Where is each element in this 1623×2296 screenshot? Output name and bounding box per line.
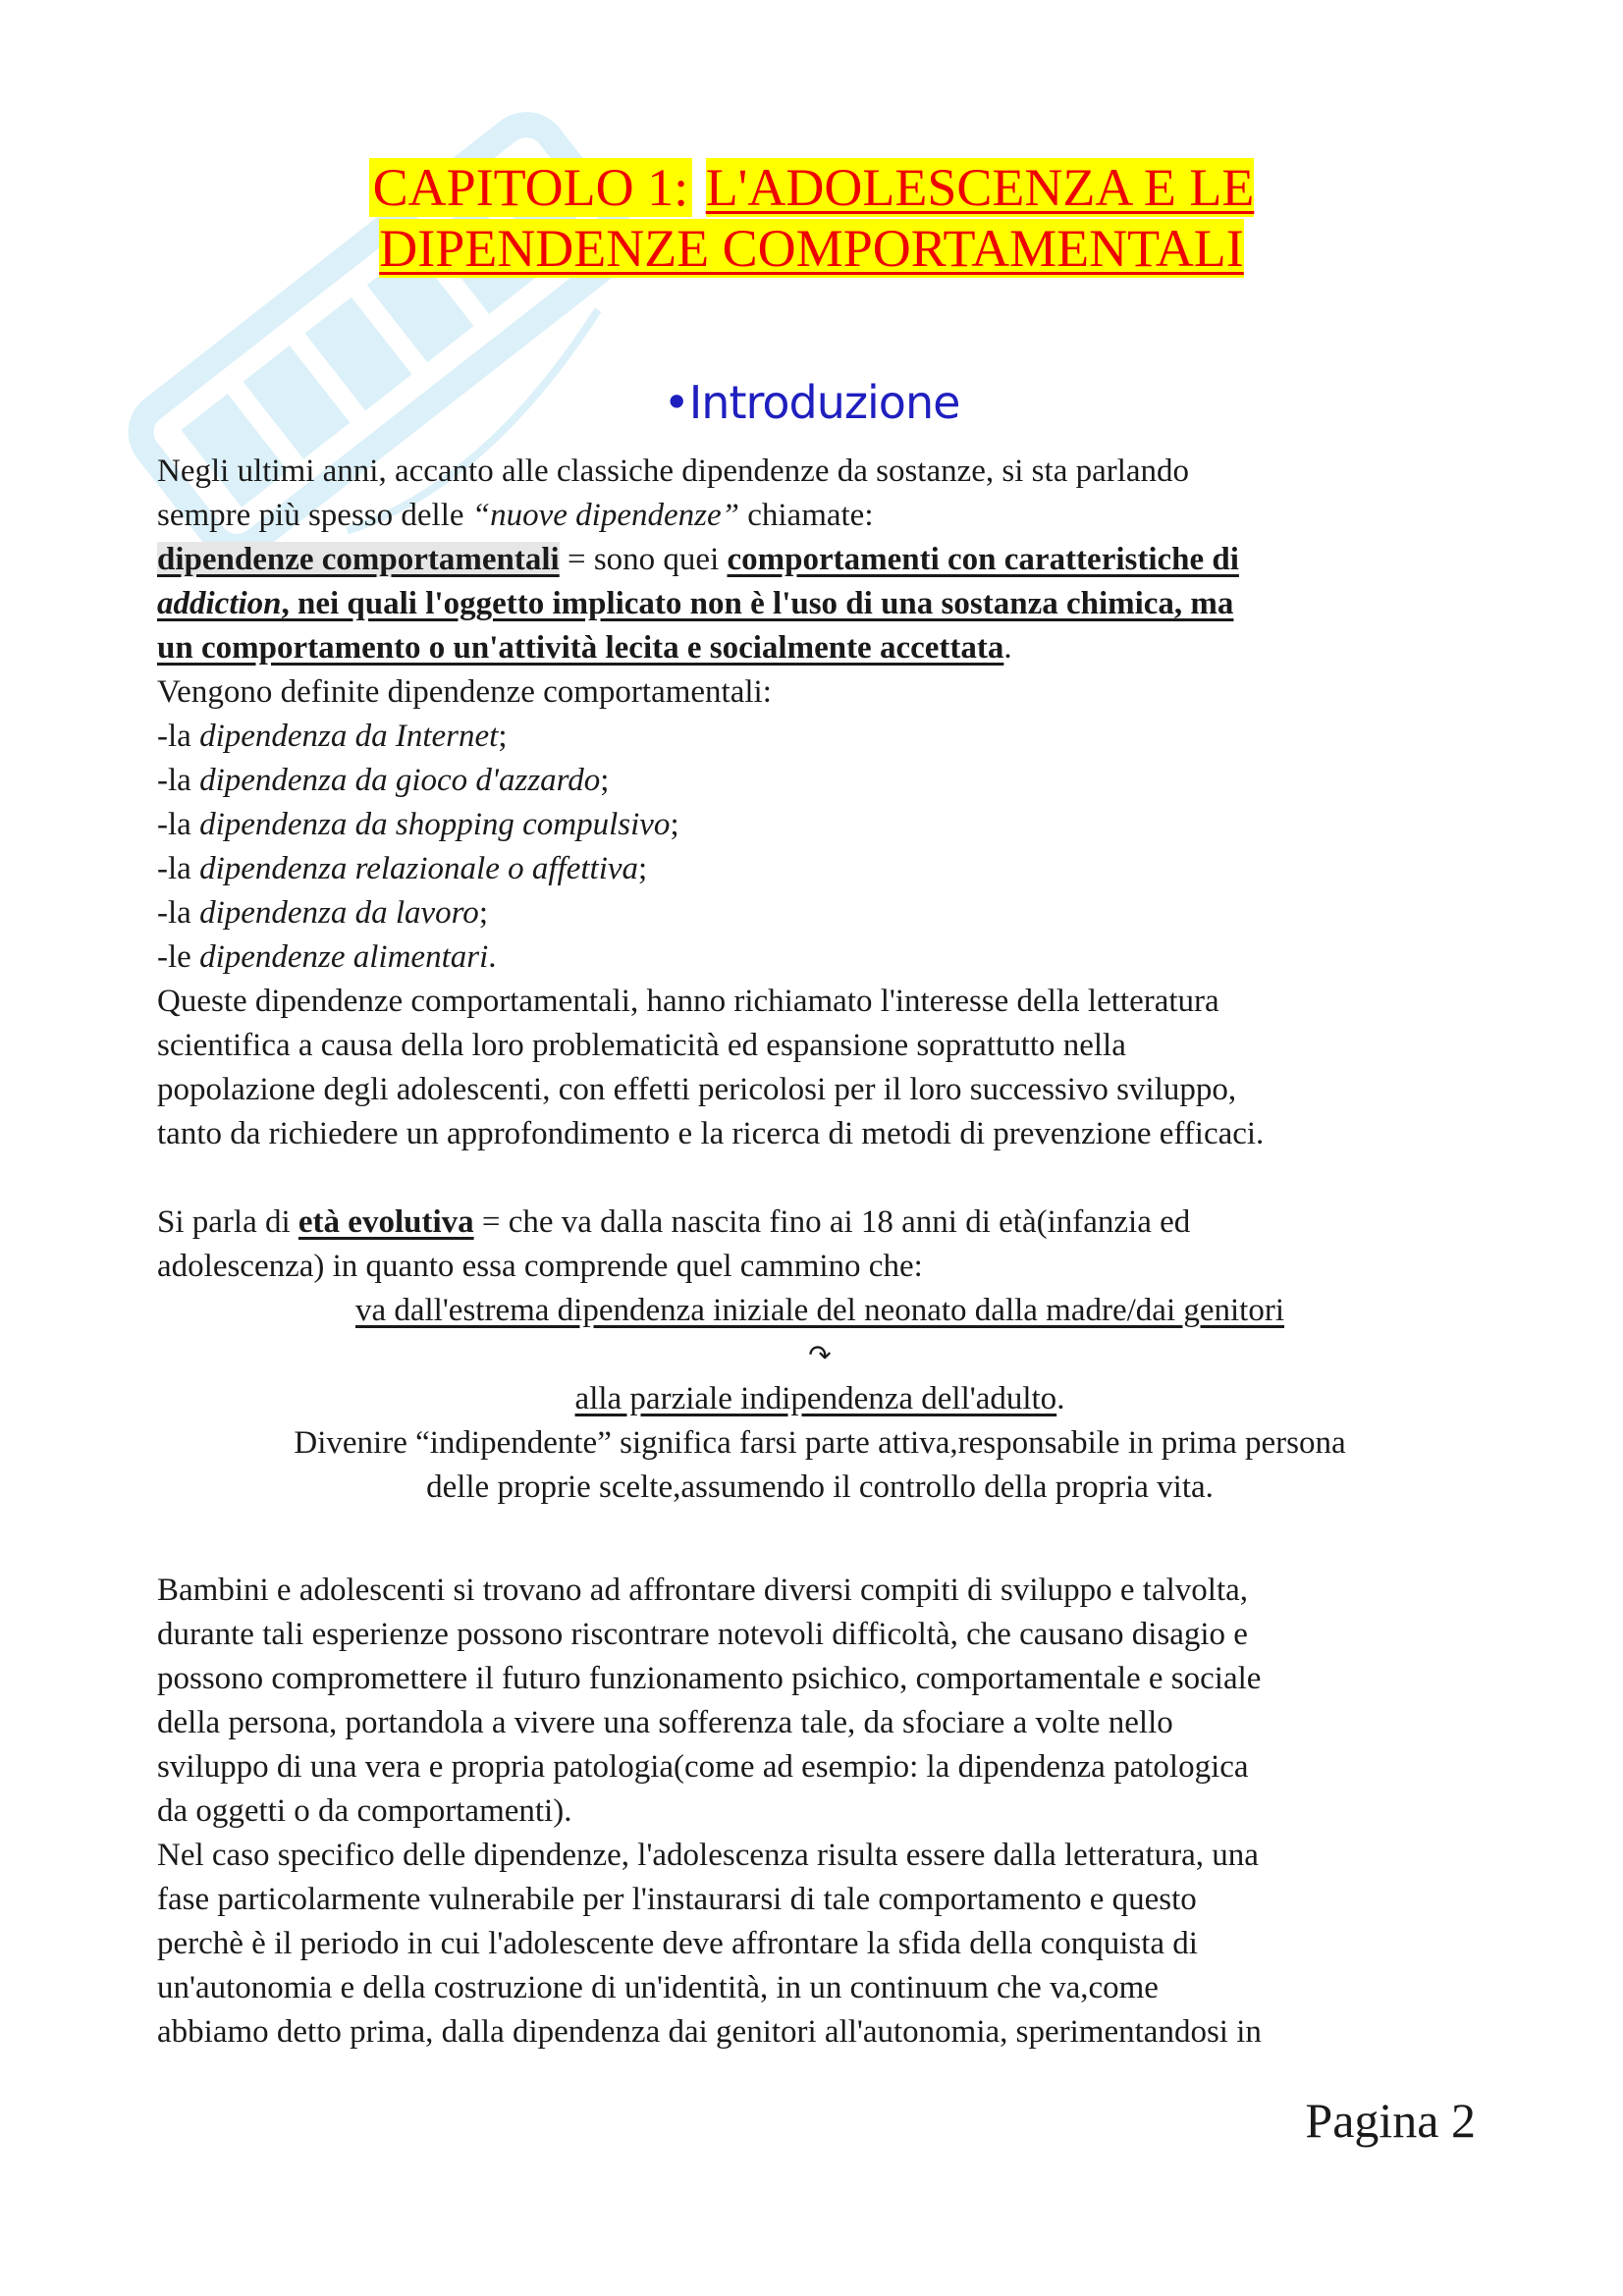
definition-line: un comportamento o un'attività lecita e socialmente accettata. bbox=[157, 630, 1012, 666]
adolescenza-paragraph bbox=[157, 1569, 1483, 2055]
definition-line: dipendenze comportamentali = sono quei comportamenti con caratteristiche di bbox=[157, 542, 1239, 577]
text-line: Nel caso specifico delle dipendenze, l'adolescenza risulta essere dalla letteratura, una bbox=[157, 1838, 1259, 1873]
text-line: Queste dipendenze comportamentali, hanno richiamato l'interesse della letteratura bbox=[157, 984, 1219, 1019]
text-line: abbiamo detto prima, dalla dipendenza dai genitori all'autonomia, sperimentandosi in bbox=[157, 2014, 1262, 2050]
text-line: della persona, portandola a vivere una sofferenza tale, da sfociare a volte nello bbox=[157, 1705, 1173, 1740]
list-item: -la dipendenza da shopping compulsivo; bbox=[157, 807, 679, 842]
text-line: Si parla di età evolutiva = che va dalla nascita fino ai 18 anni di età(infanzia ed bbox=[157, 1204, 1191, 1240]
bullet-icon: • bbox=[663, 376, 689, 429]
list-item: -la dipendenza da gioco d'azzardo; bbox=[157, 763, 610, 798]
text-line: sviluppo di una vera e propria patologia(come ad esempio: la dipendenza patologica bbox=[157, 1749, 1249, 1785]
text-line: possono compromettere il futuro funzionamento psichico, comportamentale e sociale bbox=[157, 1661, 1262, 1696]
text-line: fase particolarmente vulnerabile per l'instaurarsi di tale comportamento e questo bbox=[157, 1882, 1197, 1917]
list-item: -la dipendenza da Internet; bbox=[157, 719, 508, 754]
chapter-label: CAPITOLO 1: bbox=[369, 158, 693, 217]
text-line: un'autonomia e della costruzione di un'identità, in un continuum che va,come bbox=[157, 1970, 1159, 2005]
section-heading bbox=[0, 373, 1623, 432]
curved-arrow-icon: ↷ bbox=[808, 1339, 832, 1371]
text-line: Bambini e adolescenti si trovano ad affrontare diversi compiti di sviluppo e talvolta, bbox=[157, 1573, 1249, 1608]
text-line: sempre più spesso delle “nuove dipendenze” chiamate: bbox=[157, 498, 874, 533]
section-title: Introduzione bbox=[688, 376, 960, 429]
definition-line: addiction, nei quali l'oggetto implicato non è l'uso di una sostanza chimica, ma bbox=[157, 586, 1234, 621]
list-item: -la dipendenza relazionale o affettiva; bbox=[157, 851, 648, 886]
chapter-title bbox=[0, 157, 1623, 279]
text-line: durante tali esperienze possono riscontrare notevoli difficoltà, che causano disagio e bbox=[157, 1617, 1248, 1652]
chapter-title-line1: L'ADOLESCENZA E LE bbox=[705, 158, 1255, 217]
list-intro: Vengono definite dipendenze comportamentali: bbox=[157, 674, 772, 710]
text-line: delle proprie scelte,assumendo il controllo della propria vita. bbox=[426, 1469, 1214, 1505]
text-line: Negli ultimi anni, accanto alle classiche dipendenze da sostanze, si sta parlando bbox=[157, 454, 1190, 489]
text-line: perchè è il periodo in cui l'adolescente deve affrontare la sfida della conquista di bbox=[157, 1926, 1198, 1961]
text-line: popolazione degli adolescenti, con effetti pericolosi per il loro successivo sviluppo, bbox=[157, 1072, 1237, 1107]
eta-evolutiva-paragraph bbox=[157, 1201, 1483, 1510]
text-line: tanto da richiedere un approfondimento e la ricerca di metodi di prevenzione efficaci. bbox=[157, 1116, 1265, 1151]
list-item: -le dipendenze alimentari. bbox=[157, 939, 497, 975]
page-number: Pagina 2 bbox=[1305, 2093, 1476, 2148]
text-line: adolescenza) in quanto essa comprende quel cammino che: bbox=[157, 1249, 923, 1284]
text-line: Divenire “indipendente” significa farsi parte attiva,responsabile in prima persona bbox=[294, 1425, 1346, 1461]
list-item: -la dipendenza da lavoro; bbox=[157, 895, 488, 931]
text-line: va dall'estrema dipendenza iniziale del neonato dalla madre/dai genitori bbox=[354, 1293, 1285, 1328]
text-line: alla parziale indipendenza dell'adulto. bbox=[574, 1381, 1065, 1416]
text-line: da oggetti o da comportamenti). bbox=[157, 1793, 572, 1829]
key-term: età evolutiva bbox=[298, 1204, 474, 1240]
text-line: scientifica a causa della loro problematicità ed espansione soprattutto nella bbox=[157, 1028, 1126, 1063]
intro-paragraph bbox=[157, 450, 1483, 1156]
key-term: dipendenze comportamentali bbox=[157, 542, 560, 577]
chapter-title-line2: DIPENDENZE COMPORTAMENTALI bbox=[379, 219, 1244, 278]
